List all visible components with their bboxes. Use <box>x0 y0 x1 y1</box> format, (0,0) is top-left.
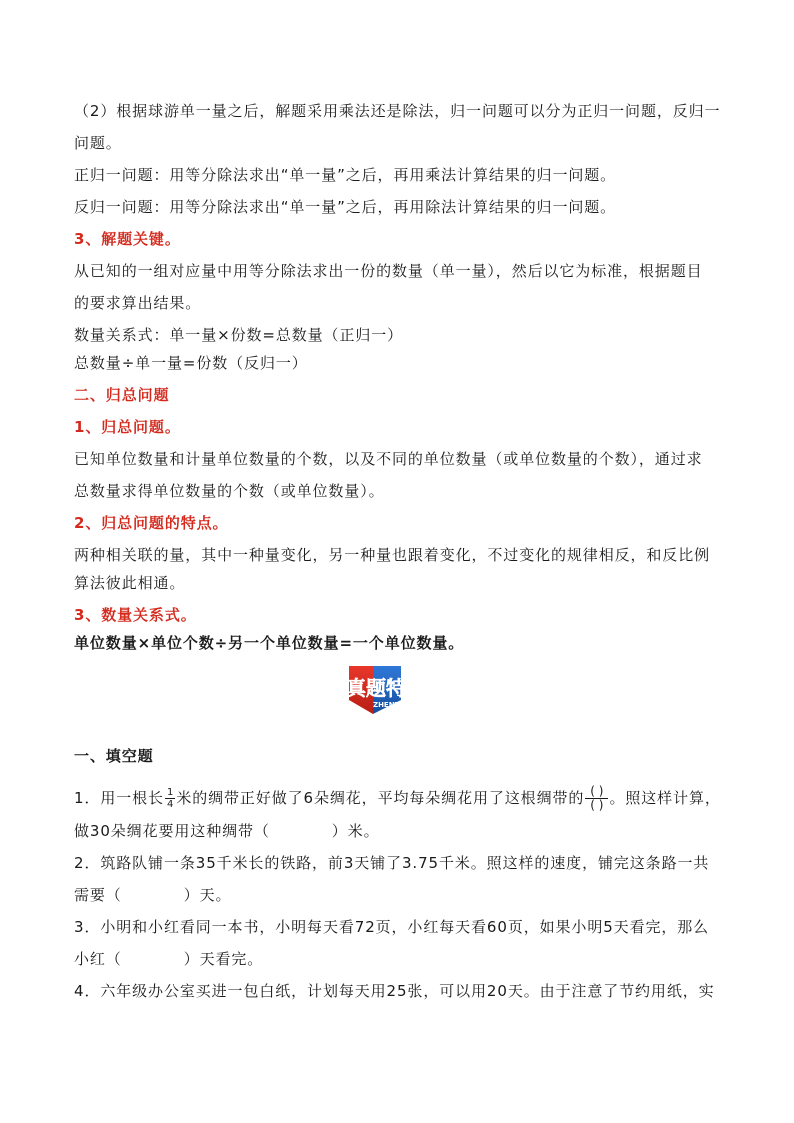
answer-fraction-blank[interactable] <box>585 785 608 812</box>
formula-line: 总数量÷单一量=份数（反归一） <box>74 354 308 372</box>
section-heading: 3、解题关键。 <box>74 230 181 248</box>
question-text: 。照这样计算， <box>609 789 721 807</box>
fraction-numerator: 1 <box>166 787 174 798</box>
fraction-denominator-blank: ( ) <box>590 798 604 812</box>
fraction-numerator-blank: ( ) <box>585 785 608 799</box>
question-3-line-1: 3．小明和小红看同一本书，小明每天看72页，小红每天看60页，如果小明5天看完，那么 <box>74 918 710 936</box>
question-3-line-2 <box>74 949 263 969</box>
question-text: 做30朵绸花要用这种绸带（ <box>74 822 270 840</box>
paragraph-line: 已知单位数量和计量单位数量的个数，以及不同的单位数量（或单位数量的个数），通过求 <box>74 450 703 468</box>
paragraph-line: 正归一问题：用等分除法求出“单一量”之后，再用乘法计算结果的归一问题。 <box>74 166 617 184</box>
zhentitexun-logo <box>343 662 453 718</box>
section-heading: 3、数量关系式。 <box>74 606 197 624</box>
question-4-line-1: 4．六年级办公室买进一包白纸，计划每天用25张，可以用20天。由于注意了节约用纸，实 <box>74 982 715 1000</box>
question-text: ）天看完。 <box>183 950 264 968</box>
question-text: ）米。 <box>331 822 380 840</box>
formula-line: 数量关系式：单一量×份数=总数量（正归一） <box>74 326 404 344</box>
question-text: 1．用一根长 <box>74 789 164 807</box>
question-2-line-2 <box>74 885 231 905</box>
chapter-heading: 二、归总问题 <box>74 386 170 404</box>
question-text: 小红（ <box>74 950 122 968</box>
exercise-heading: 一、填空题 <box>74 747 154 765</box>
paragraph-line: （2）根据球游单一量之后，解题采用乘法还是除法，归一问题可以分为正归一问题，反归一 <box>74 102 721 120</box>
logo-title: 真题特训 <box>346 676 426 700</box>
paragraph-line: 算法彼此相通。 <box>74 574 186 592</box>
question-1-line-2 <box>74 821 380 841</box>
question-2-line-1: 2．筑路队铺一条35千米长的铁路，前3天铺了3.75千米。照这样的速度，铺完这条路一共 <box>74 854 710 872</box>
paragraph-line: 的要求算出结果。 <box>74 294 202 312</box>
question-text: 需要（ <box>74 886 122 904</box>
fraction-one-quarter <box>165 787 175 810</box>
paragraph-line: 从已知的一组对应量中用等分除法求出一份的数量（单一量），然后以它为标准，根据题目 <box>74 262 703 280</box>
section-heading: 1、归总问题。 <box>74 418 181 436</box>
section-heading: 2、归总问题的特点。 <box>74 514 229 532</box>
paragraph-line: 总数量求得单位数量的个数（或单位数量）。 <box>74 482 385 500</box>
question-text: 米的绸带正好做了6朵绸花，平均每朵绸花用了这根绸带的 <box>176 789 585 807</box>
paragraph-line: 两种相关联的量，其中一种量变化，另一种量也跟着变化，不过变化的规律相反，和反比例 <box>74 546 711 564</box>
fraction-denominator: 4 <box>166 799 174 810</box>
question-1-line-1 <box>74 785 721 812</box>
logo-subtitle: ZHENTITEXUN <box>373 701 429 709</box>
paragraph-line: 反归一问题：用等分除法求出“单一量”之后，再用除法计算结果的归一问题。 <box>74 198 617 216</box>
paragraph-line: 问题。 <box>74 134 122 152</box>
question-text: ）天。 <box>183 886 232 904</box>
formula-line: 单位数量×单位个数÷另一个单位数量=一个单位数量。 <box>74 634 465 652</box>
